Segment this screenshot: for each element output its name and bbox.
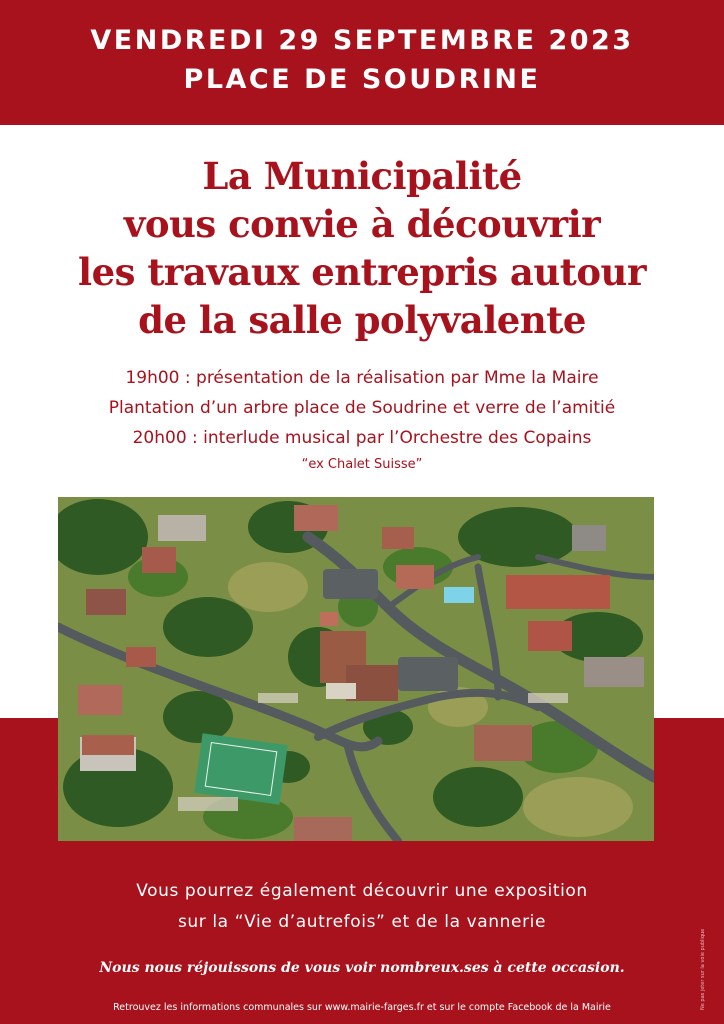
headline-line-3: les travaux entrepris autour	[78, 250, 646, 294]
programme-item-presentation: 19h00 : présentation de la réalisation par Mme la Maire	[125, 368, 599, 388]
headline-line-4: de la salle polyvalente	[138, 298, 586, 342]
headline-line-2: vous convie à découvrir	[123, 202, 601, 246]
headline-line-1: La Municipalité	[202, 154, 522, 198]
programme-item-music: 20h00 : interlude musical par l’Orchestre des Copains	[132, 428, 592, 448]
exposition-line-1: Vous pourrez également découvrir une exposition	[136, 881, 588, 901]
legal-notice: Ne pas jeter sur la voie publique	[700, 928, 706, 1010]
exposition-line-2: sur la “Vie d’autrefois” et de la vannerie	[177, 912, 547, 932]
event-place: PLACE DE SOUDRINE	[183, 64, 541, 95]
programme-item-band-note: “ex Chalet Suisse”	[301, 457, 423, 472]
header-band	[0, 0, 724, 125]
closing-message: Nous nous réjouissons de vous voir nombreux.ses à cette occasion.	[99, 960, 625, 976]
footer-info: Retrouvez les informations communales sur www.mairie-farges.fr et sur le compte Facebook de la Mairie	[113, 1002, 611, 1013]
aerial-photo	[58, 497, 654, 841]
event-date: VENDREDI 29 SEPTEMBRE 2023	[90, 25, 634, 56]
programme-item-plantation: Plantation d’un arbre place de Soudrine et verre de l’amitié	[108, 398, 616, 418]
